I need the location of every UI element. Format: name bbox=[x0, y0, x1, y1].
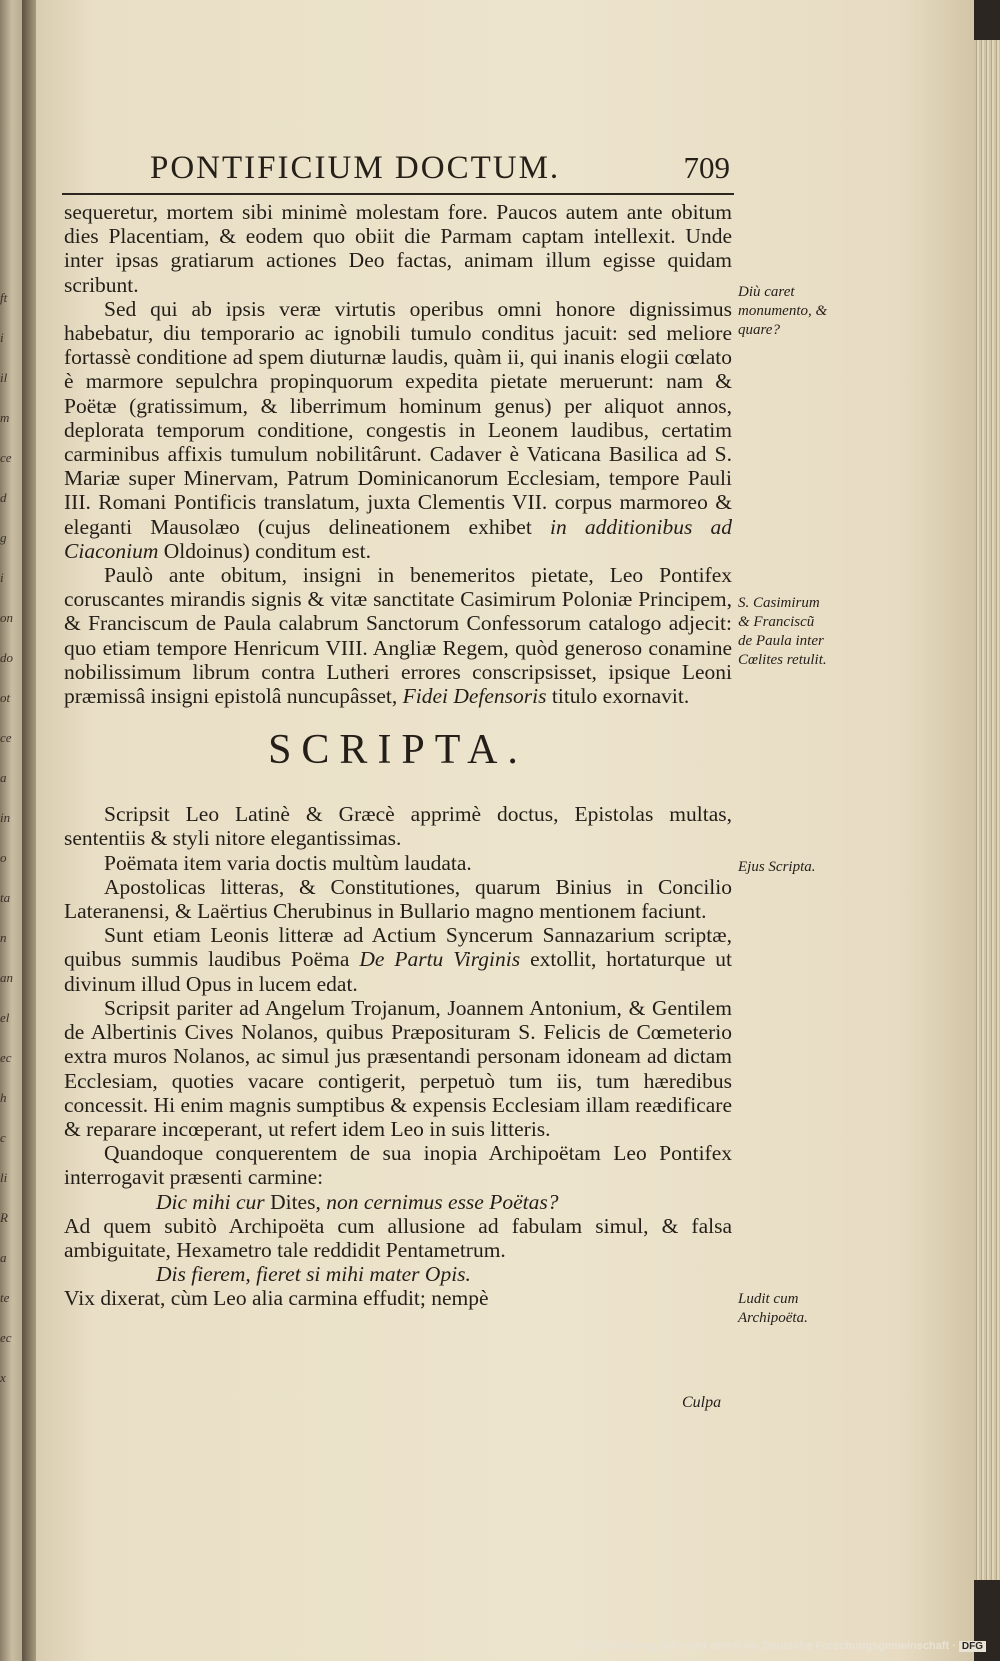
left-page-fragment: do bbox=[0, 650, 13, 665]
paragraph: Quandoque conquerentem de sua inopia Archipoëtam Leo Pontifex interrogavit præsenti carmine: bbox=[64, 1141, 732, 1190]
italic-title: Fidei Defensoris bbox=[402, 684, 547, 709]
left-page-fragment: ce bbox=[0, 450, 12, 465]
left-page-fragment: x bbox=[0, 1370, 6, 1385]
left-page-fragment: ft bbox=[0, 290, 8, 305]
left-page-fragment: i bbox=[0, 330, 4, 345]
left-page-fragment: ta bbox=[0, 890, 11, 905]
paragraph-text: Sed qui ab ipsis veræ virtutis operibus omni honore dignissimus habebatur, diu temporario ac ignobili tumulo conditus jacuit: sed meliore fortassè conditione ad spem diuturnæ laudis, quàm ii, qui inanis elogii cœlato è marmore sepulchra propinquorum expedita pietate meruerunt: nam & Poëtæ (gratissimum, & liberrimum hominum genus) per aliquot annos, deplorata temporum conditione, congestis in Leonem laudibus, certatim carminibus affixis tumulum nobilitârunt. Cadaver è Vaticana Basilica ad S. Mariæ super Minervam, Patrum Dominicanorum Ecclesiam, tempore Pauli III. Romani Pontificis translatum, juxta Clementis VII. corpus marmoreo & eleganti Mausolæo (cujus delineationem exhibet bbox=[64, 296, 732, 539]
paragraph: Apostolicas litteras, & Constitutiones, quarum Binius in Concilio Lateranensi, & Laërtius Cherubinus in Bullario magno mentionem faciunt. bbox=[64, 874, 732, 924]
header-rule bbox=[62, 193, 734, 195]
paragraph: Ad quem subitò Archipoëta cum allusione ad fabulam simul, & falsa ambiguitate, Hexametro tale reddidit Pentametrum. bbox=[64, 1213, 732, 1262]
left-page-edge bbox=[0, 0, 22, 1661]
page-edges bbox=[974, 40, 1000, 1580]
left-page-fragment: c bbox=[0, 1130, 6, 1145]
left-page-fragment: g bbox=[0, 530, 7, 545]
verse-word: Dites, bbox=[270, 1189, 321, 1214]
left-page-fragment: m bbox=[0, 410, 10, 425]
body-text bbox=[64, 200, 732, 1311]
verse-line: Dis fierem, fieret si mihi mater Opis. bbox=[156, 1262, 471, 1287]
left-page-fragment: d bbox=[0, 490, 7, 505]
margin-note: Ludit cum Archipoëta. bbox=[738, 1291, 808, 1326]
left-page-fragment: il bbox=[0, 370, 8, 385]
paragraph bbox=[64, 297, 732, 563]
left-page-fragment: i bbox=[0, 570, 4, 585]
verse-line bbox=[64, 1190, 732, 1214]
left-page-fragment: o bbox=[0, 850, 7, 865]
left-page-fragment: ec bbox=[0, 1330, 12, 1345]
dfg-logo: DFG bbox=[959, 1641, 986, 1652]
running-head-title: PONTIFICIUM DOCTUM. bbox=[150, 150, 561, 186]
paragraph: sequeretur, mortem sibi minimè molestam fore. Paucos autem ante obitum dies Placentiam, & eodem quo obiit die Parmam captam intellexit. Unde inter ipsas gratiarum actiones Deo factas, animam illum egisse quidam scribunt. bbox=[64, 200, 732, 297]
left-page-fragment: a bbox=[0, 1250, 7, 1265]
margin-note: Ejus Scripta. bbox=[738, 859, 816, 875]
italic-citation: in additionibus ad Ciaconium bbox=[64, 514, 733, 563]
left-page-fragment: el bbox=[0, 1010, 10, 1025]
paragraph: Poëmata item varia doctis multùm laudata. bbox=[104, 850, 472, 875]
catchword: Culpa bbox=[682, 1394, 722, 1411]
paragraph: Vix dixerat, cùm Leo alia carmina effudit; nempè bbox=[64, 1286, 489, 1311]
credit-text: Digitalisierung gefördert durch die Deutsche Forschungsgemeinschaft · bbox=[579, 1640, 956, 1652]
left-page-fragment: h bbox=[0, 1090, 7, 1105]
left-page-fragment: an bbox=[0, 970, 13, 985]
page-number: 709 bbox=[683, 150, 730, 185]
verse-text: non cernimus esse Poëtas? bbox=[326, 1189, 559, 1214]
left-page-fragment: on bbox=[0, 610, 13, 625]
left-page-fragment: n bbox=[0, 930, 7, 945]
left-page-fragment: li bbox=[0, 1170, 8, 1185]
verse-text: Dic mihi cur bbox=[156, 1189, 265, 1214]
left-page-fragment: ot bbox=[0, 690, 11, 705]
paragraph-text: extollit, hortaturque ut divinum illud Opus in lucem edat. bbox=[64, 947, 733, 996]
left-page-fragment: ce bbox=[0, 730, 12, 745]
left-page-fragment: in bbox=[0, 810, 11, 825]
digitization-credit bbox=[579, 1640, 986, 1652]
margin-note: Diù caret monumento, & quare? bbox=[738, 284, 828, 338]
section-heading: SCRIPTA. bbox=[268, 727, 528, 774]
paragraph: Scripsit Leo Latinè & Græcè apprimè doctus, Epistolas multas, sententiis & styli nitore elegantissimas. bbox=[64, 802, 732, 851]
paragraph bbox=[64, 923, 732, 996]
left-page-fragment: ec bbox=[0, 1050, 12, 1065]
paragraph bbox=[64, 563, 732, 708]
italic-title: De Partu Virginis bbox=[359, 947, 521, 972]
running-head bbox=[150, 150, 730, 192]
paragraph-text: titulo exornavit. bbox=[551, 684, 690, 709]
left-page-fragment: te bbox=[0, 1290, 10, 1305]
paragraph-text: Oldoinus) conditum est. bbox=[163, 538, 371, 563]
paragraph-text: Paulò ante obitum, insigni in benemeritos pietate, Leo Pontifex coruscantes mirandis signis & vitæ sanctitate Casimirum Poloniæ Principem, & Franciscum de Paula calabrum Sanctorum Confessorum catalogo adjecit: quo etiam tempore Henricum VIII. Angliæ Regem, quòd generoso conamine nobilissimum librum contra Lutheri errores conscripsisset, ipsique Leoni præmissâ insigni epistolâ nuncupâsset, bbox=[64, 563, 732, 709]
paragraph-text: Sunt etiam Leonis litteræ ad Actium Syncerum Sannazarium scriptæ, quibus summis laudibus Poëma bbox=[64, 923, 732, 972]
left-page-fragment: a bbox=[0, 770, 7, 785]
margin-note: S. Casimirum & Franciscũ de Paula inter Cœlites retulit. bbox=[738, 595, 827, 668]
paragraph: Scripsit pariter ad Angelum Trojanum, Joannem Antonium, & Gentilem de Albertinis Cives Nolanos, quibus Præposituram S. Felicis de Cœmeterio extra muros Nolanos, ac simul jus præsentandi personam idoneam ad dictam Ecclesiam, quoties vacare contigerit, perpetuò tum iis, tum hæredibus concessit. Hi enim magnis sumptibus & expensis Ecclesiam illam reædificare & reparare incœperant, ut refert idem Leo in suis litteris. bbox=[64, 995, 732, 1141]
left-page-fragment: R bbox=[0, 1210, 8, 1225]
book-gutter bbox=[22, 0, 36, 1661]
